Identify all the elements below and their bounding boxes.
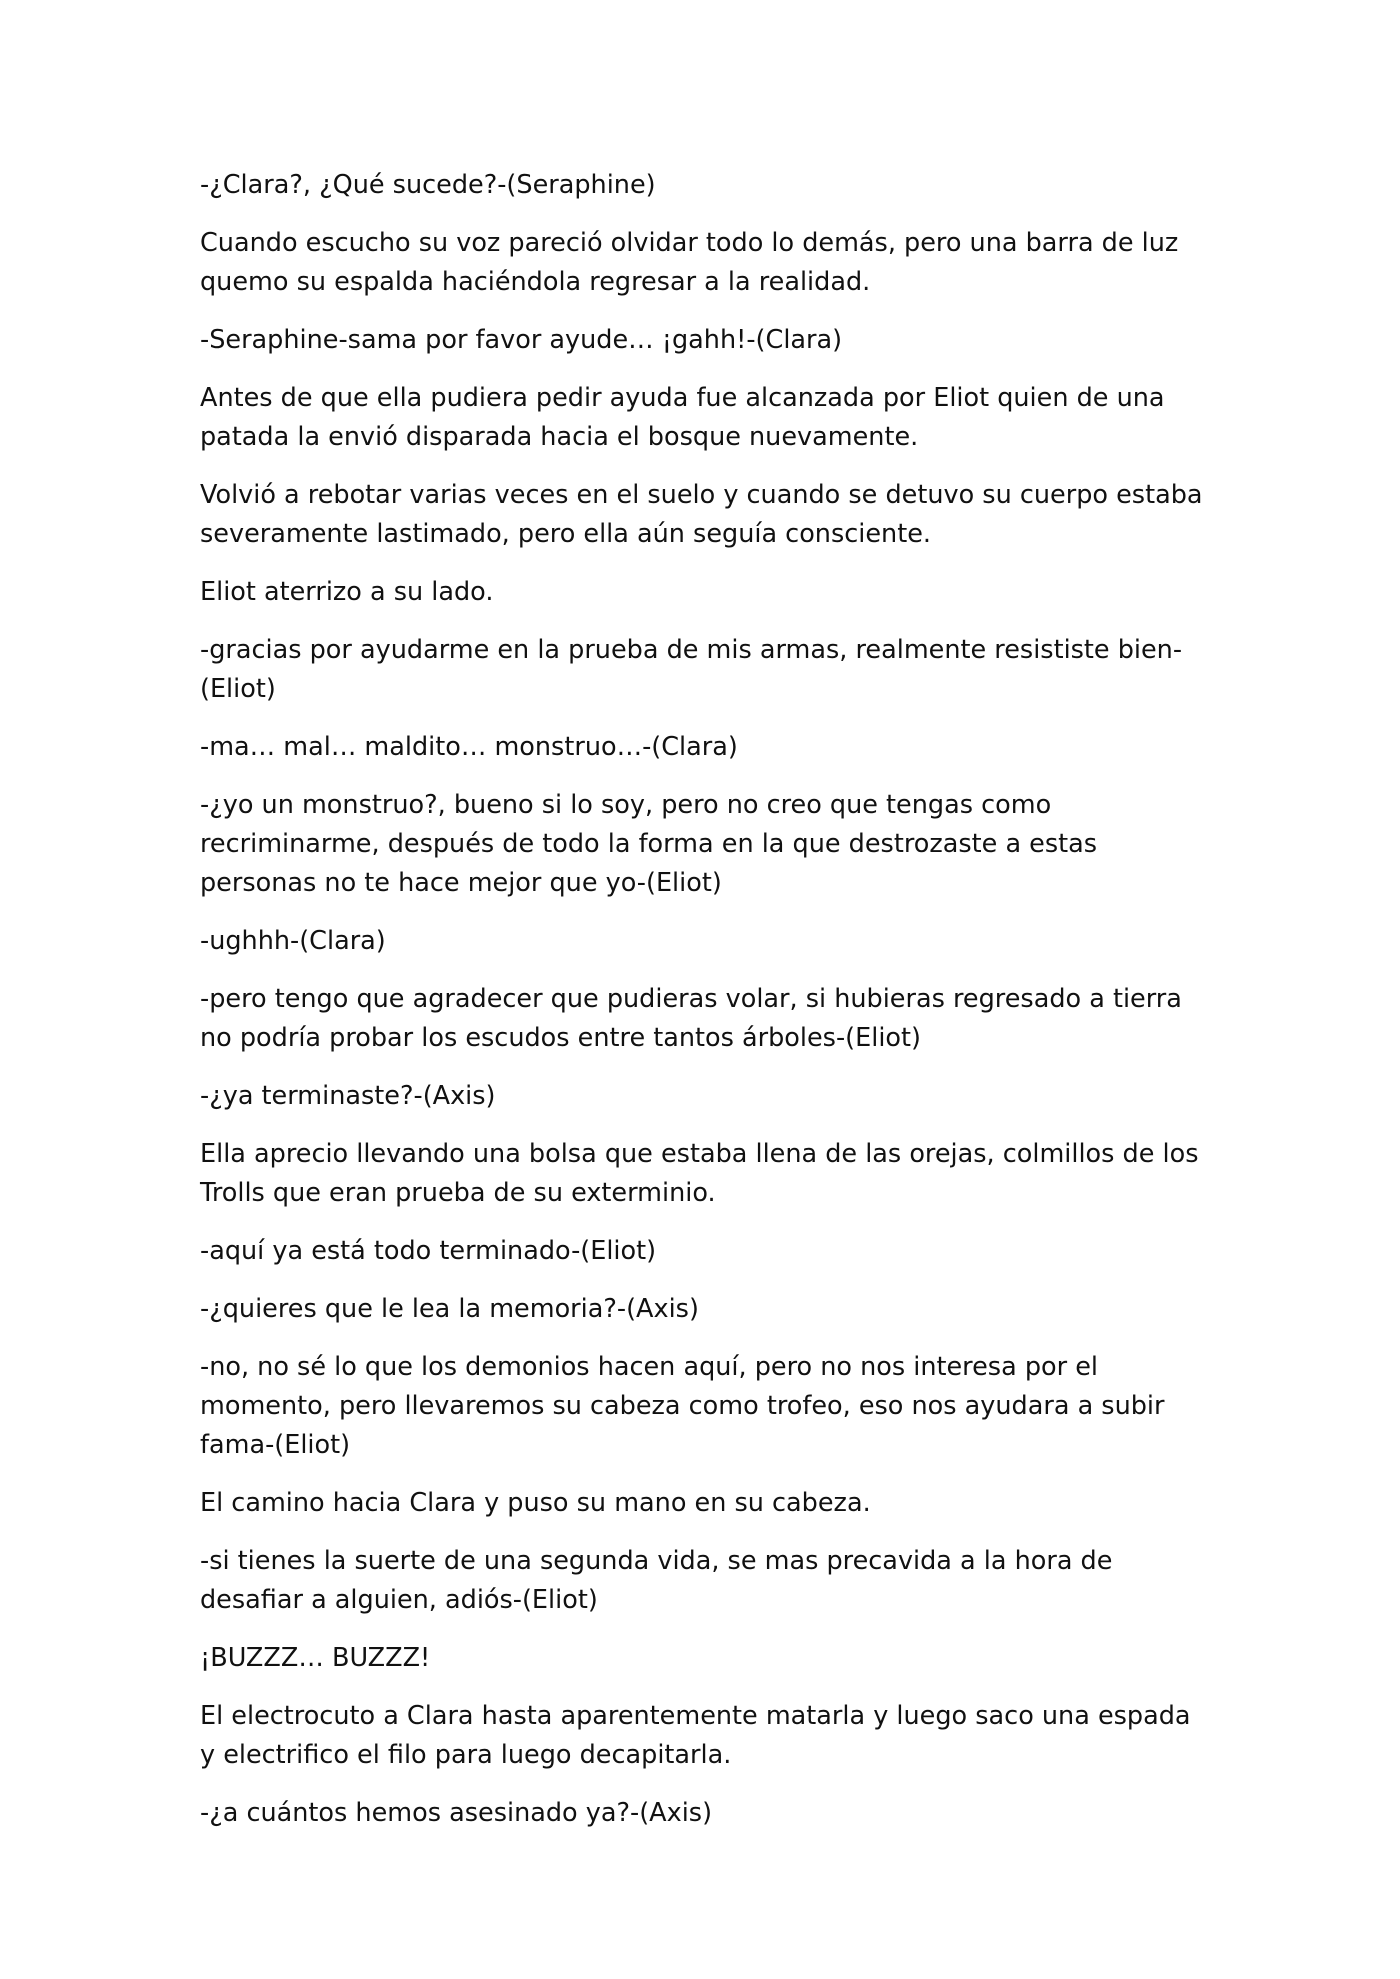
paragraph: El camino hacia Clara y puso su mano en su cabeza. bbox=[200, 1488, 871, 1518]
paragraph: -gracias por ayudarme en la prueba de mis armas, realmente resististe bien-(Eliot) bbox=[200, 635, 1183, 704]
paragraph: Volvió a rebotar varias veces en el suelo y cuando se detuvo su cuerpo estaba severamente lastimado, pero ella aún seguía consciente. bbox=[200, 480, 1203, 549]
paragraph: -ma… mal… maldito… monstruo…-(Clara) bbox=[200, 732, 738, 762]
document-body bbox=[200, 166, 1210, 1852]
paragraph: -¿yo un monstruo?, bueno si lo soy, pero no creo que tengas como recriminarme, después de todo la forma en la que destrozaste a estas personas no te hace mejor que yo-(Eliot) bbox=[200, 790, 1098, 898]
paragraph: Antes de que ella pudiera pedir ayuda fue alcanzada por Eliot quien de una patada la envió disparada hacia el bosque nuevamente. bbox=[200, 383, 1165, 452]
paragraph: -pero tengo que agradecer que pudieras volar, si hubieras regresado a tierra no podría probar los escudos entre tantos árboles-(Eliot) bbox=[200, 984, 1182, 1053]
paragraph: -Seraphine-sama por favor ayude… ¡gahh!-(Clara) bbox=[200, 325, 843, 355]
paragraph: -si tienes la suerte de una segunda vida, se mas precavida a la hora de desafiar a alguien, adiós-(Eliot) bbox=[200, 1546, 1113, 1615]
paragraph: -¿quieres que le lea la memoria?-(Axis) bbox=[200, 1294, 699, 1324]
paragraph: -no, no sé lo que los demonios hacen aquí, pero no nos interesa por el momento, pero llevaremos su cabeza como trofeo, eso nos ayudara a subir fama-(Eliot) bbox=[200, 1352, 1165, 1460]
paragraph: -aquí ya está todo terminado-(Eliot) bbox=[200, 1236, 657, 1266]
paragraph: Eliot aterrizo a su lado. bbox=[200, 577, 494, 607]
paragraph: Ella aprecio llevando una bolsa que estaba llena de las orejas, colmillos de los Trolls que eran prueba de su exterminio. bbox=[200, 1139, 1199, 1208]
paragraph: El electrocuto a Clara hasta aparentemente matarla y luego saco una espada y electrifico el filo para luego decapitarla. bbox=[200, 1701, 1191, 1770]
paragraph: Cuando escucho su voz pareció olvidar todo lo demás, pero una barra de luz quemo su espalda haciéndola regresar a la realidad. bbox=[200, 228, 1179, 297]
paragraph: -ughhh-(Clara) bbox=[200, 926, 386, 956]
paragraph: -¿ya terminaste?-(Axis) bbox=[200, 1081, 496, 1111]
paragraph: -¿Clara?, ¿Qué sucede?-(Seraphine) bbox=[200, 170, 656, 200]
paragraph: -¿a cuántos hemos asesinado ya?-(Axis) bbox=[200, 1798, 713, 1828]
paragraph: ¡BUZZZ… BUZZZ! bbox=[200, 1643, 431, 1673]
